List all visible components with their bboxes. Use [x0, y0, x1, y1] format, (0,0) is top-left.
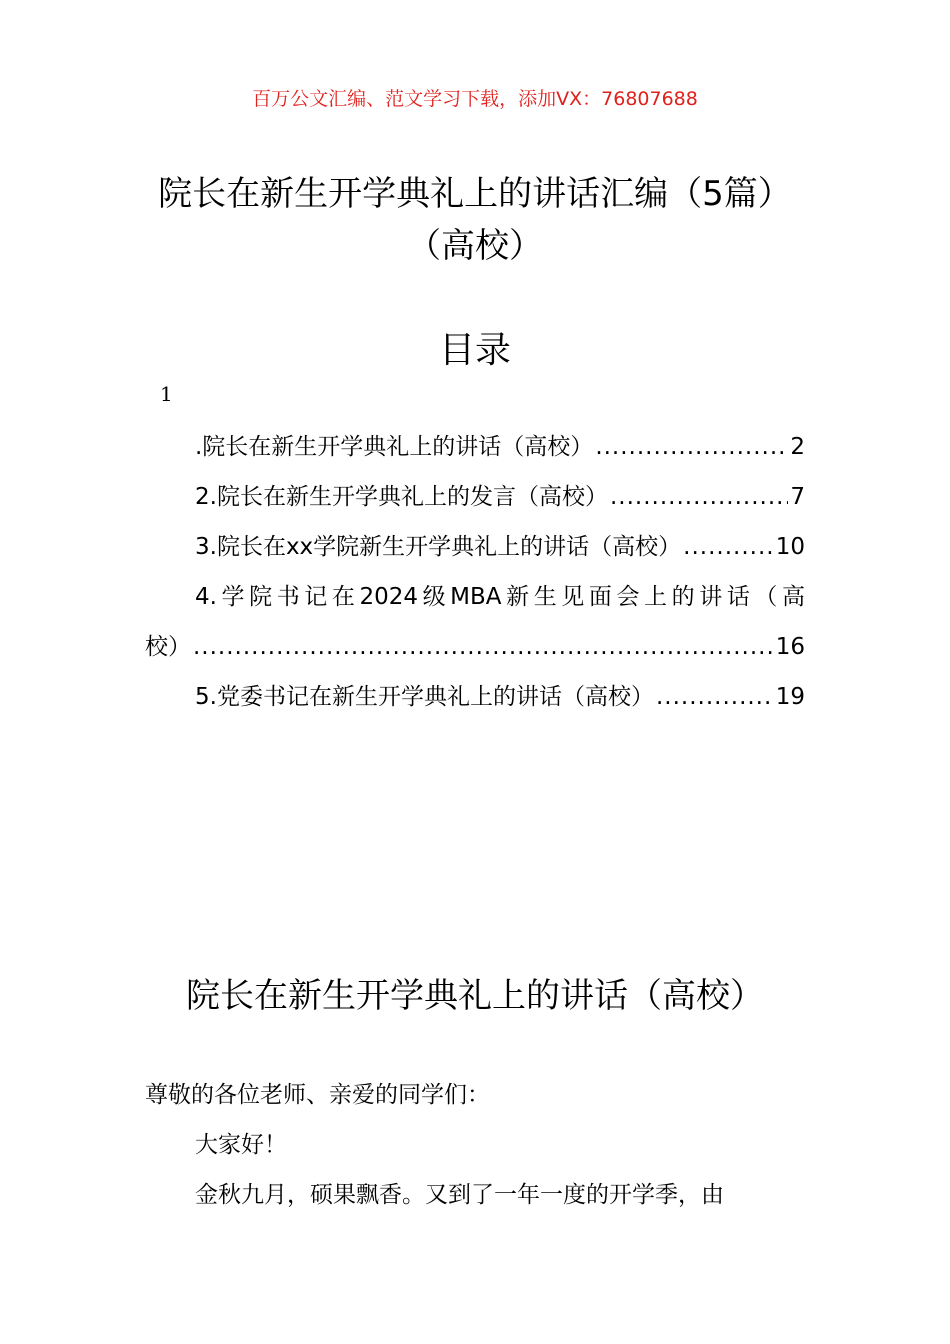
section-body — [145, 1070, 805, 1220]
salutation: 尊敬的各位老师、亲爱的同学们： — [145, 1082, 490, 1108]
toc-entry-label: 2.院长在新生开学典礼上的发言（高校） — [195, 484, 608, 510]
toc-entry-label: .院长在新生开学典礼上的讲话（高校） — [195, 434, 594, 460]
toc-entry-3[interactable] — [145, 522, 805, 572]
toc-entry-page: 10 — [775, 534, 805, 560]
toc-marker: 1 — [160, 382, 173, 406]
toc-leader-dots — [683, 522, 774, 572]
toc-leader-dots — [610, 472, 788, 522]
toc-leader-dots — [595, 422, 788, 472]
toc-entry-label: 5.党委书记在新生开学典礼上的讲话（高校） — [195, 684, 654, 710]
body-paragraph: 金秋九月，硕果飘香。又到了一年一度的开学季，由 — [195, 1182, 724, 1208]
document-title-line1: 院长在新生开学典礼上的讲话汇编（5篇） — [158, 174, 792, 214]
toc-entry-label: 3.院长在xx学院新生开学典礼上的讲话（高校） — [195, 534, 682, 560]
toc-entry-2[interactable] — [145, 472, 805, 522]
toc-entry-page: 19 — [775, 684, 805, 710]
header-note: 百万公文汇编、范文学习下载，添加VX：76807688 — [252, 88, 698, 110]
document-title — [110, 168, 840, 272]
table-of-contents — [145, 422, 805, 722]
toc-entry-page: 2 — [790, 434, 805, 460]
toc-entry-5[interactable] — [145, 672, 805, 722]
document-title-line2: （高校） — [407, 226, 543, 266]
toc-leader-dots — [656, 672, 774, 722]
toc-entry-1[interactable] — [145, 422, 805, 472]
toc-heading: 目录 — [438, 330, 511, 371]
toc-leader-dots — [193, 622, 774, 672]
toc-entry-label-line2: 校） — [145, 634, 191, 660]
toc-entry-label-line1: 4.学院书记在2024级MBA新生见面会上的讲话（高 — [195, 584, 805, 610]
greeting: 大家好！ — [195, 1132, 287, 1158]
toc-entry-line2 — [145, 622, 805, 672]
toc-entry-4[interactable] — [145, 572, 805, 672]
toc-entry-page: 7 — [790, 484, 805, 510]
section-title: 院长在新生开学典礼上的讲话（高校） — [186, 976, 764, 1016]
toc-entry-page: 16 — [775, 634, 805, 660]
